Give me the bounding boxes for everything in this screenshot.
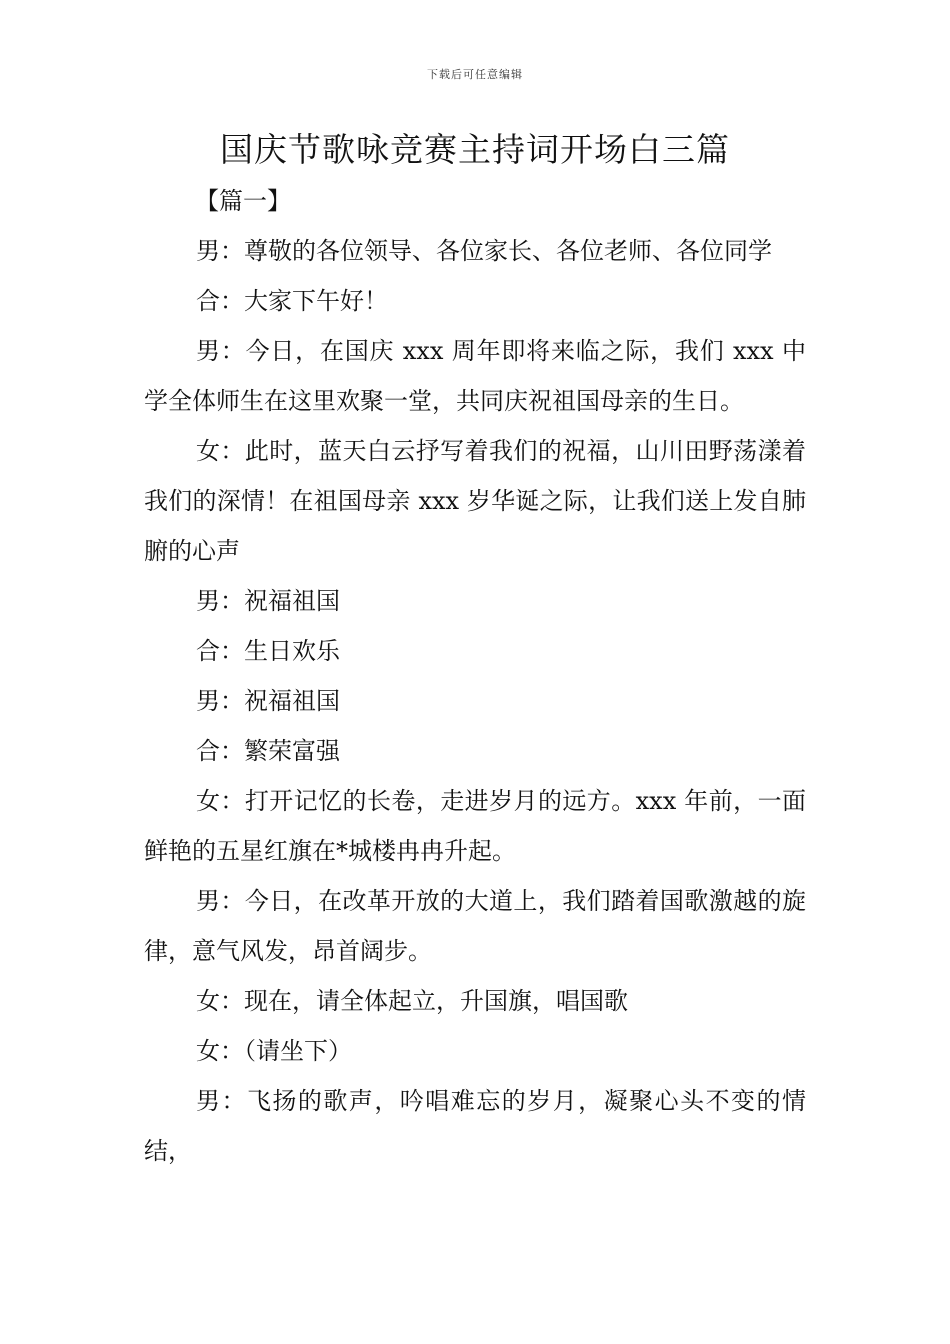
paragraph: 男：今日，在改革开放的大道上，我们踏着国歌激越的旋律，意气风发，昂首阔步。	[144, 887, 806, 965]
document-title: 国庆节歌咏竞赛主持词开场白三篇	[220, 130, 730, 169]
paragraph: 男：祝福祖国	[196, 687, 340, 715]
paragraph: 合：大家下午好！	[196, 287, 388, 315]
page-header-note: 下载后可任意编辑	[427, 68, 523, 81]
paragraph: 男：尊敬的各位领导、各位家长、各位老师、各位同学	[196, 237, 772, 265]
section-label: 【篇一】	[195, 187, 291, 215]
paragraph: 男：飞扬的歌声，吟唱难忘的岁月，凝聚心头不变的情结，	[144, 1087, 806, 1165]
paragraph: 女：（请坐下）	[196, 1037, 352, 1065]
paragraph: 女：此时，蓝天白云抒写着我们的祝福，山川田野荡漾着我们的深情！在祖国母亲 xxx 岁华诞之际，让我们送上发自肺腑的心声	[144, 437, 806, 565]
document-body	[144, 226, 806, 1176]
paragraph: 男：今日，在国庆 xxx 周年即将来临之际，我们 xxx 中学全体师生在这里欢聚一堂，共同庆祝祖国母亲的生日。	[144, 337, 806, 415]
paragraph: 女：打开记忆的长卷，走进岁月的远方。xxx 年前，一面鲜艳的五星红旗在*城楼冉冉升起。	[144, 787, 806, 865]
paragraph: 女：现在，请全体起立，升国旗，唱国歌	[196, 987, 628, 1015]
paragraph: 合：繁荣富强	[196, 737, 340, 765]
paragraph: 合：生日欢乐	[196, 637, 340, 665]
paragraph: 男：祝福祖国	[196, 587, 340, 615]
